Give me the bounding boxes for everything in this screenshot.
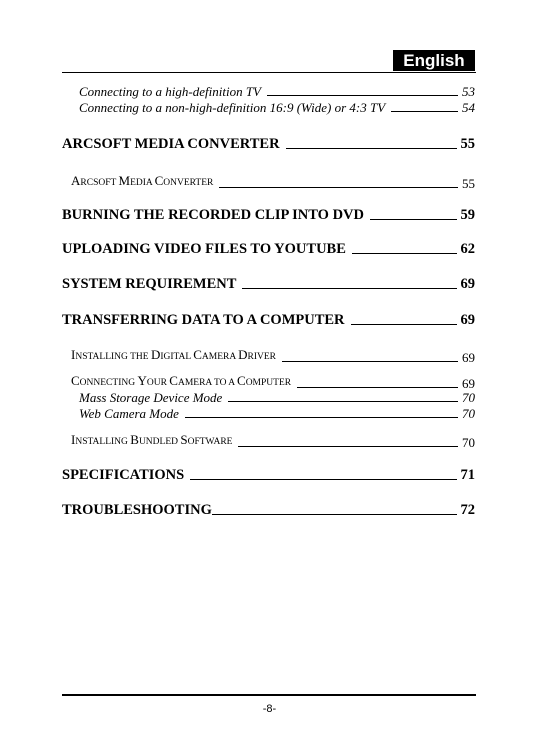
toc-leader bbox=[282, 361, 458, 362]
toc-leader bbox=[228, 401, 458, 402]
toc-entry-title: Mass Storage Device Mode bbox=[79, 390, 223, 405]
toc-entry-installing-driver[interactable] bbox=[71, 347, 475, 365]
toc-entry-installing-software[interactable] bbox=[71, 432, 475, 450]
toc-leader bbox=[267, 95, 458, 96]
toc-entry-hd-tv[interactable] bbox=[79, 84, 475, 99]
toc-entry-transferring-data[interactable] bbox=[62, 312, 475, 329]
toc-entry-arcsoft-media-converter[interactable] bbox=[62, 136, 475, 153]
toc-leader bbox=[351, 324, 457, 325]
toc-leader bbox=[297, 387, 458, 388]
toc-leader bbox=[242, 288, 456, 289]
toc-entry-arcsoft-sub[interactable] bbox=[71, 173, 475, 191]
toc-page-number: 69 bbox=[460, 312, 475, 328]
toc-page-number: 55 bbox=[460, 136, 475, 152]
toc-entry-title: BURNING THE RECORDED CLIP INTO DVD bbox=[62, 207, 365, 223]
toc-page-number: 71 bbox=[460, 467, 475, 483]
toc-page-number: 69 bbox=[462, 376, 475, 391]
toc-leader bbox=[286, 148, 457, 149]
toc-page-number: 69 bbox=[460, 276, 475, 292]
toc-entry-non-hd-tv[interactable] bbox=[79, 100, 475, 115]
toc-entry-title: ARCSOFT MEDIA CONVERTER bbox=[62, 136, 280, 152]
toc-page-number: 69 bbox=[462, 350, 475, 365]
toc-leader bbox=[352, 253, 457, 254]
toc-entry-title: SPECIFICATIONS bbox=[62, 467, 185, 483]
toc-entry-title: Connecting to a non-high-definition 16:9 (Wide) or 4:3 TV bbox=[79, 100, 386, 115]
toc-entry-troubleshooting[interactable] bbox=[62, 502, 475, 519]
toc-leader bbox=[190, 479, 456, 480]
toc-leader bbox=[219, 187, 458, 188]
toc-entry-title: SYSTEM REQUIREMENT bbox=[62, 276, 237, 292]
toc-entry-title: INSTALLING BUNDLED SOFTWARE bbox=[71, 432, 233, 447]
toc-page-number: 72 bbox=[460, 502, 475, 518]
toc-page-number: 62 bbox=[460, 241, 475, 257]
toc-entry-burning-dvd[interactable] bbox=[62, 207, 475, 224]
header-rule bbox=[62, 72, 476, 73]
toc-entry-mass-storage[interactable] bbox=[79, 390, 475, 405]
toc-leader bbox=[370, 219, 456, 220]
toc-leader bbox=[212, 514, 457, 515]
toc-entry-uploading-youtube[interactable] bbox=[62, 241, 475, 258]
toc-entry-title: UPLOADING VIDEO FILES TO YOUTUBE bbox=[62, 241, 346, 257]
toc-entry-title: Connecting to a high-definition TV bbox=[79, 84, 261, 99]
toc-entry-system-requirement[interactable] bbox=[62, 276, 475, 293]
toc-leader bbox=[185, 417, 458, 418]
toc-entry-title: Web Camera Mode bbox=[79, 406, 179, 421]
toc-entry-title: INSTALLING THE DIGITAL CAMERA DRIVER bbox=[71, 347, 276, 362]
toc-entry-title: CONNECTING YOUR CAMERA TO A COMPUTER bbox=[71, 373, 292, 388]
footer-rule bbox=[62, 694, 476, 696]
toc-entry-connecting-camera[interactable] bbox=[71, 373, 475, 391]
toc-leader bbox=[391, 111, 458, 112]
toc-page-number: 55 bbox=[462, 176, 475, 191]
language-badge: English bbox=[393, 50, 475, 71]
toc-page-number: 70 bbox=[462, 390, 475, 405]
toc-entry-title: TRANSFERRING DATA TO A COMPUTER bbox=[62, 312, 345, 328]
toc-entry-web-camera[interactable] bbox=[79, 406, 475, 421]
toc-entry-title: TROUBLESHOOTING bbox=[62, 502, 212, 518]
toc-entry-title: ARCSOFT MEDIA CONVERTER bbox=[71, 173, 214, 188]
page-number: -8- bbox=[262, 703, 277, 715]
toc-entry-specifications[interactable] bbox=[62, 467, 475, 484]
toc-page-number: 70 bbox=[462, 435, 475, 450]
toc-page-number: 59 bbox=[460, 207, 475, 223]
toc-page-number: 54 bbox=[462, 100, 475, 115]
toc-page-number: 70 bbox=[462, 406, 475, 421]
toc-leader bbox=[238, 446, 458, 447]
toc-page-number: 53 bbox=[462, 84, 475, 99]
